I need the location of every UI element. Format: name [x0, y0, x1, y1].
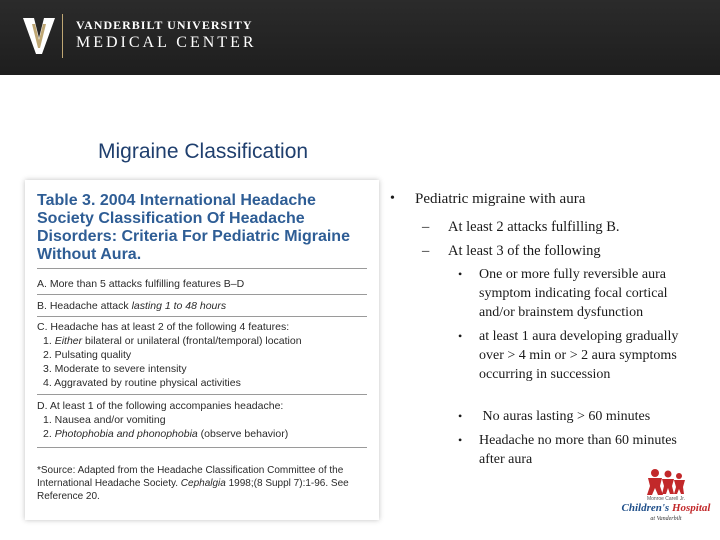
table-source-line: *Source: Adapted from the Headache Classification Committee of the: [37, 465, 344, 476]
table-heading-line: Without Aura.: [37, 246, 142, 263]
logo-at-text: at Vanderbilt: [650, 516, 682, 522]
dash-item-text: At least 3 of the following: [448, 243, 601, 259]
row-d2-prefix: 2.: [43, 428, 55, 440]
sub-bullet-text: No auras lasting > 60 minutes: [479, 409, 651, 424]
table-divider: [37, 268, 367, 269]
table-row-c: C. Headache has at least 2 of the following 4 features:: [37, 321, 290, 333]
table-heading: [37, 192, 367, 264]
table-row-c3: 3. Moderate to severe intensity: [43, 363, 187, 375]
table-divider: [37, 394, 367, 395]
table-heading-line: Disorders: Criteria For Pediatric Migraine: [37, 228, 350, 245]
row-c1-rest: bilateral or unilateral (frontal/temporal) location: [82, 335, 302, 347]
sub-bullet-text: at least 1 aura developing gradually over > 4 min or > 2 aura symptoms occurring in succession: [479, 329, 679, 382]
row-d2-rest: (observe behavior): [197, 428, 289, 440]
row-d2-emphasis: Photophobia and phonophobia: [54, 428, 198, 440]
table-row-c1: [43, 334, 302, 348]
row-c1-num: 1.: [43, 335, 55, 347]
header-band: [0, 0, 720, 75]
source-rest: 1998;(8 Suppl 7):1-96. See: [225, 478, 349, 489]
sub-bullet-marker: •: [458, 433, 463, 447]
table-row-c2: 2. Pulsating quality: [43, 349, 132, 361]
table-heading-line: Society Classification Of Headache: [37, 210, 305, 227]
table-row-b: [37, 299, 226, 313]
table-divider: [37, 316, 367, 317]
university-name: VANDERBILT UNIVERSITY: [76, 18, 253, 32]
row-b-emphasis: lasting 1 to 48 hours: [131, 300, 227, 312]
sub-bullet-text: Headache no more than 60 minutes after aura: [479, 433, 677, 467]
sub-bullet-marker: •: [458, 267, 463, 281]
dash-marker: –: [422, 219, 430, 235]
table-divider: [37, 294, 367, 295]
logo-main-text: [618, 502, 714, 514]
table-source-line: [37, 477, 349, 490]
logo-main-prefix: Children's: [621, 502, 672, 514]
dash-item-text: At least 2 attacks fulfilling B.: [448, 219, 620, 235]
logo-main-hospital: Hospital: [671, 502, 711, 514]
table-heading-line: Table 3. 2004 International Headache: [37, 192, 316, 209]
dash-marker: –: [422, 243, 430, 259]
row-b-prefix: B. Headache attack: [37, 300, 132, 312]
main-bullet-text: Pediatric migraine with aura: [415, 191, 586, 207]
row-c1-emphasis: Either: [54, 335, 83, 347]
bullet-marker: •: [390, 191, 395, 206]
source-prefix: International Headache Society.: [37, 478, 181, 489]
source-journal: Cephalgia: [180, 478, 226, 489]
sub-bullet-marker: •: [458, 329, 463, 343]
children-figures-icon: [646, 468, 686, 496]
logo-small-text: Monroe Carell Jr.: [646, 496, 686, 502]
table-row-d2: [43, 427, 288, 441]
table-source-line: Reference 20.: [37, 491, 100, 502]
page-title: Migraine Classification: [98, 140, 309, 163]
table-row-a: A. More than 5 attacks fulfilling features B–D: [37, 278, 245, 290]
medical-center-name: MEDICAL CENTER: [76, 34, 257, 51]
criteria-table-image: [25, 180, 379, 520]
vanderbilt-v-oak-leaf-icon: [22, 16, 56, 56]
childrens-hospital-logo: [618, 468, 714, 528]
table-row-c4: 4. Aggravated by routine physical activities: [43, 377, 241, 389]
table-row-d: D. At least 1 of the following accompanies headache:: [37, 400, 284, 412]
logo-divider: [62, 14, 63, 58]
table-divider: [37, 447, 367, 448]
sub-bullet-text: One or more fully reversible aura symptom indicating focal cortical and/or brainstem dysfunction: [479, 267, 668, 320]
sub-bullet-marker: •: [458, 409, 463, 423]
table-row-d1: 1. Nausea and/or vomiting: [43, 414, 166, 426]
